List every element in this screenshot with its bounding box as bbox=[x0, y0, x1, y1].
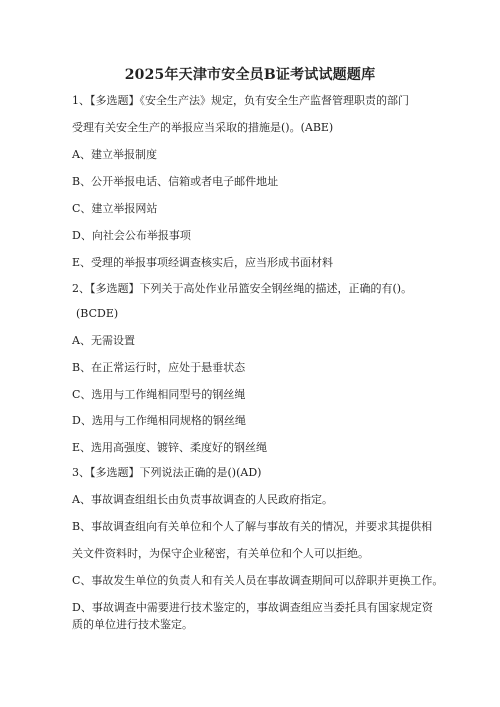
question-3-option-d-line-2: 质的单位进行技术鉴定。 bbox=[72, 618, 193, 631]
question-3-option-b-line-1: B、事故调查组向有关单位和个人了解与事故有关的情况，并要求其提供相 bbox=[72, 520, 433, 533]
question-2-option-c: C、选用与工作绳相同型号的钢丝绳 bbox=[72, 388, 246, 401]
question-3-stem-line-1: 3、【多选题】下列说法正确的是()(AD) bbox=[72, 466, 262, 479]
question-1-option-e: E、受理的举报事项经调查核实后，应当形成书面材料 bbox=[72, 256, 334, 269]
question-1-option-b: B、公开举报电话、信箱或者电子邮件地址 bbox=[72, 175, 279, 188]
document-title: 2025年天津市安全员B证考试试题题库 bbox=[124, 67, 376, 83]
question-2-option-b: B、在正常运行时，应处于悬垂状态 bbox=[72, 361, 246, 374]
question-3-option-c: C、事故发生单位的负责人和有关人员在事故调查期间可以辞职并更换工作。 bbox=[72, 574, 444, 587]
question-3-option-d-line-1: D、事故调查中需要进行技术鉴定的，事故调查组应当委托具有国家规定资 bbox=[72, 601, 433, 614]
question-1-option-d: D、向社会公布举报事项 bbox=[72, 229, 191, 242]
question-2-option-d: D、选用与工作绳相同规格的钢丝绳 bbox=[72, 414, 246, 427]
question-2-option-a: A、无需设置 bbox=[72, 334, 135, 347]
question-2-stem-line-2: (BCDE) bbox=[76, 307, 119, 320]
question-2-option-e: E、选用高强度、镀锌、柔度好的钢丝绳 bbox=[72, 441, 268, 454]
question-3-option-a: A、事故调查组组长由负责事故调查的人民政府指定。 bbox=[72, 493, 333, 506]
question-1-option-c: C、建立举报网站 bbox=[72, 202, 158, 215]
question-3-option-b-line-2: 关文件资料时，为保守企业秘密，有关单位和个人可以拒绝。 bbox=[72, 547, 369, 560]
question-1-option-a: A、建立举报制度 bbox=[72, 148, 157, 161]
question-1-stem-line-1: 1、【多选题】《安全生产法》规定，负有安全生产监督管理职责的部门 bbox=[72, 94, 409, 107]
question-1-stem-line-2: 受理有关安全生产的举报应当采取的措施是()。(ABE) bbox=[72, 121, 334, 134]
question-2-stem-line-1: 2、【多选题】下列关于高处作业吊篮安全钢丝绳的描述，正确的有()。 bbox=[72, 282, 413, 295]
